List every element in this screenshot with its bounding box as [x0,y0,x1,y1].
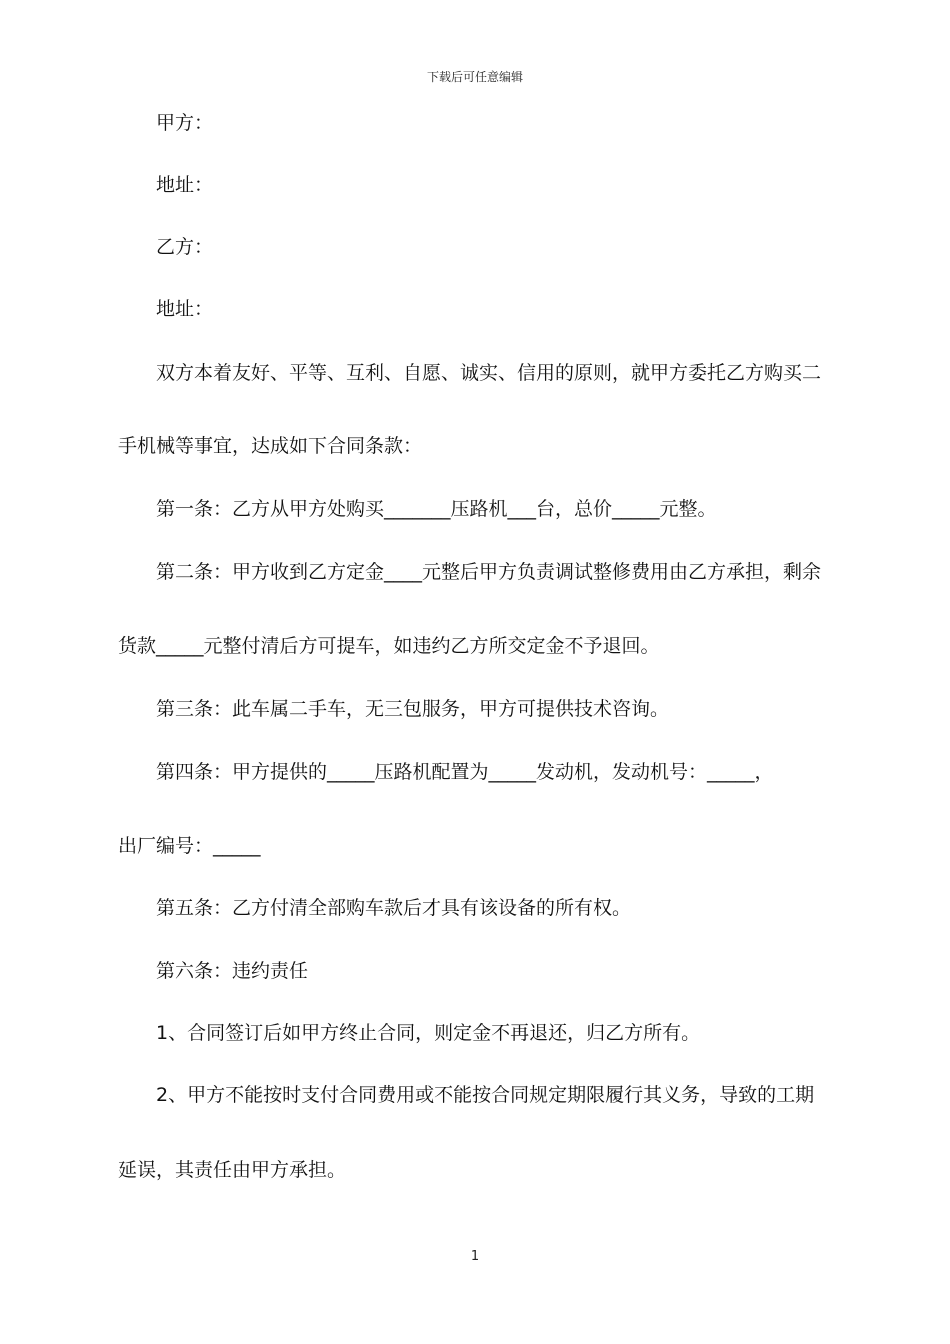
article-4-line-2: 出厂编号：_____ [118,835,261,857]
article-6-title: 第六条：违约责任 [156,960,309,982]
party-b-label: 乙方： [156,236,214,258]
party-a-label: 甲方： [156,112,214,134]
article-1: 第一条：乙方从甲方处购买_______压路机___台，总价_____元整。 [156,498,717,520]
article-4-line-1: 第四条：甲方提供的_____压路机配置为_____发动机，发动机号：_____， [156,761,774,783]
article-6-item-2-line-2: 延误，其责任由甲方承担。 [118,1159,347,1181]
article-3: 第三条：此车属二手车，无三包服务，甲方可提供技术咨询。 [156,698,670,720]
preamble-line-1: 双方本着友好、平等、互利、自愿、诚实、信用的原则，就甲方委托乙方购买二 [156,362,822,384]
header-note: 下载后可任意编辑 [426,70,523,84]
article-6-item-1: 1、合同签订后如甲方终止合同，则定金不再退还，归乙方所有。 [156,1022,701,1044]
party-a-address-label: 地址： [156,174,214,196]
article-6-item-2-line-1: 2、甲方不能按时支付合同费用或不能按合同规定期限履行其义务，导致的工期 [156,1084,815,1106]
page-number: 1 [470,1249,480,1264]
article-2-line-1: 第二条：甲方收到乙方定金____元整后甲方负责调试整修费用由乙方承担，剩余 [156,561,822,583]
preamble-line-2: 手机械等事宜，达成如下合同条款： [118,435,423,457]
article-2-line-2: 货款_____元整付清后方可提车，如违约乙方所交定金不予退回。 [118,635,660,657]
party-b-address-label: 地址： [156,298,214,320]
article-5: 第五条：乙方付清全部购车款后才具有该设备的所有权。 [156,897,632,919]
